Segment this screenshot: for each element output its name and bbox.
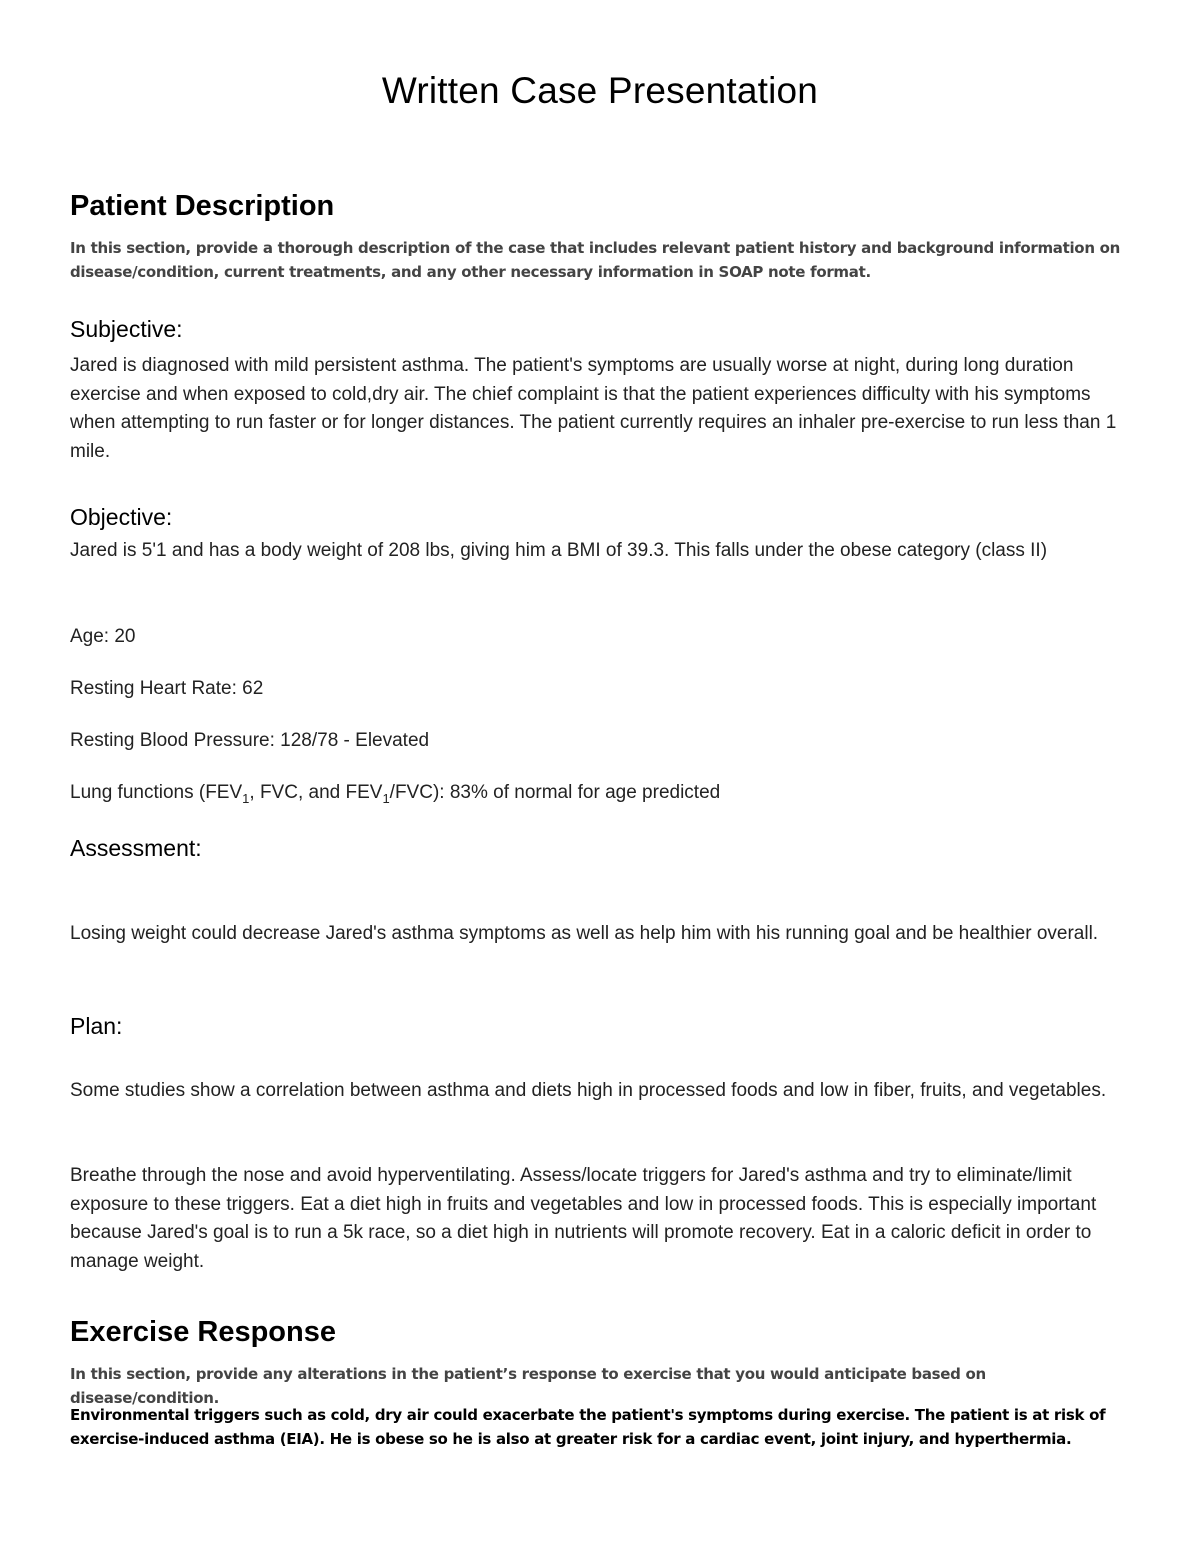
plan-paragraph-2: Breathe through the nose and avoid hyperventilating. Assess/locate triggers for Jared's asthma and try to eliminate/limit exposure to these triggers. Eat a diet high in fruits and vegetables and low in processed foods. This is especially important because Jared's goal is to run a 5k race, so a diet high in nutrients will promote recovery. Eat in a caloric deficit in order to manage weight. [70,1165,1097,1272]
exercise-response-text: Environmental triggers such as cold, dry air could exacerbate the patient's symptoms during exercise. The patient is at risk of exercise-induced asthma (EIA). He is obese so he is also at greater risk for a cardiac event, joint injury, and hyperthermia. [70,1406,1106,1448]
lung-function-line [70,779,1135,808]
plan-heading: Plan: [70,1013,123,1039]
patient-description-heading: Patient Description [70,190,335,222]
age-line: Age: 20 [70,626,136,647]
blood-pressure-line: Resting Blood Pressure: 128/78 - Elevated [70,730,430,751]
lung-function-prefix: Lung functions (FEV [70,782,243,803]
lung-function-suffix: /FVC): 83% of normal for age predicted [389,782,721,803]
plan-paragraph-1: Some studies show a correlation between asthma and diets high in processed foods and low in fiber, fruits, and vegetables. [70,1080,1107,1101]
objective-heading: Objective: [70,504,173,530]
subjective-heading: Subjective: [70,316,183,342]
heart-rate-line: Resting Heart Rate: 62 [70,678,264,699]
lung-function-middle: , FVC, and FEV [249,782,383,803]
exercise-response-heading: Exercise Response [70,1316,336,1348]
subjective-text: Jared is diagnosed with mild persistent asthma. The patient's symptoms are usually worse at night, during long duration exercise and when exposed to cold,dry air. The chief complaint is that the patient experiences difficulty with his symptoms when attempting to run faster or for longer distances. The patient currently requires an inhaler pre-exercise to run less than 1 mile. [70,355,1117,462]
lung-function-subscript-2: 1 [382,790,390,806]
exercise-response-instructions: In this section, provide any alterations in the patient’s response to exercise that you would anticipate based on disease/condition. [70,1365,986,1407]
objective-text: Jared is 5'1 and has a body weight of 208 lbs, giving him a BMI of 39.3. This falls under the obese category (class II) [70,540,1048,561]
lung-function-subscript-1: 1 [242,790,250,806]
assessment-heading: Assessment: [70,835,202,861]
assessment-text: Losing weight could decrease Jared's asthma symptoms as well as help him with his running goal and be healthier overall. [70,923,1099,944]
document-title: Written Case Presentation [381,70,819,111]
patient-description-instructions: In this section, provide a thorough description of the case that includes relevant patient history and background information on disease/condition, current treatments, and any other necessary information in SOAP note format. [70,239,1121,281]
